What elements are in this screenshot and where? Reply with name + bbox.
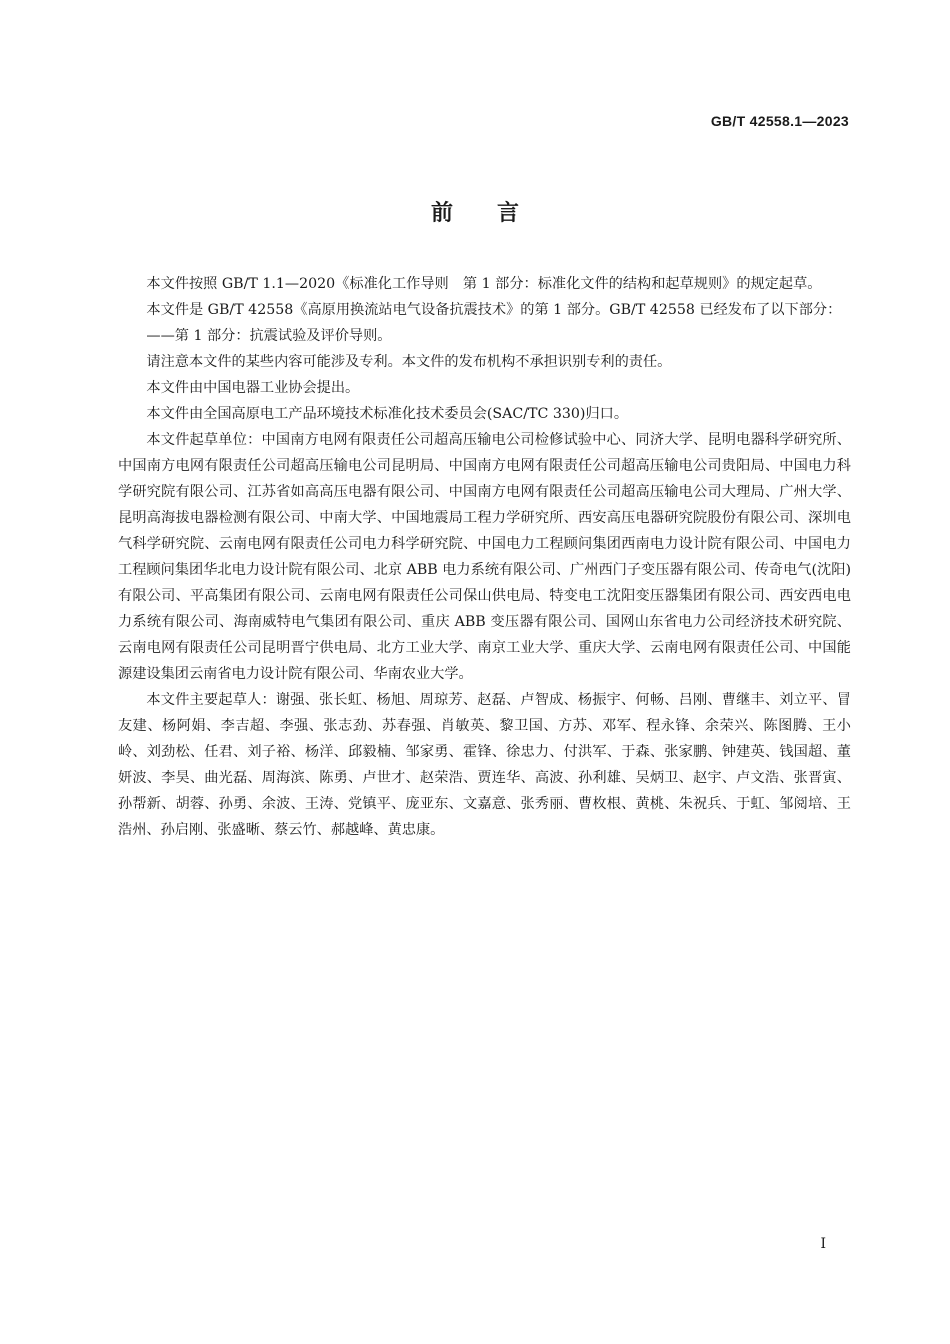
paragraph-part-list: ——第 1 部分：抗震试验及评价导则。 <box>146 328 392 344</box>
paragraph-patent-notice: 请注意本文件的某些内容可能涉及专利。本文件的发布机构不承担识别专利的责任。 <box>146 354 672 370</box>
page-number: I <box>820 1236 826 1252</box>
paragraph-drafters: 本文件主要起草人：谢强、张长虹、杨旭、周琼芳、赵磊、卢智成、杨振宇、何畅、吕刚、曹继丰、刘立平、冒友建、杨阿娟、李吉超、李强、张志劲、苏春强、肖敏英、黎卫国、方苏、邓军、程永锋、余荣兴、陈图腾、王小岭、刘劲松、任君、刘子裕、杨洋、邱毅楠、邹家勇、霍锋、徐忠力、付洪军、于森、张家鹏、钟建英、钱国超、董妍波、李昊、曲光磊、周海滨、陈勇、卢世才、赵荣浩、贾连华、高波、孙利雄、吴炳卫、赵宇、卢文浩、张晋寅、孙帮新、胡蓉、孙勇、余波、王涛、党镇平、庞亚东、文嘉意、张秀丽、曹枚根、黄桃、朱祝兵、于虹、邹阅培、王浩州、孙启刚、张盛晰、蔡云竹、郝越峰、黄忠康。 <box>118 692 851 838</box>
standard-code: GB/T 42558.1—2023 <box>710 113 849 129</box>
title-char-2: 言 <box>497 201 520 226</box>
paragraph-drafting-rules: 本文件按照 GB/T 1.1—2020《标准化工作导则 第 1 部分：标准化文件的结构和起草规则》的规定起草。 <box>146 276 822 292</box>
paragraph-series-info: 本文件是 GB/T 42558《高原用换流站电气设备抗震技术》的第 1 部分。GB/T 42558 已经发布了以下部分： <box>146 302 842 318</box>
title-char-1: 前 <box>430 201 453 226</box>
paragraph-drafting-units: 本文件起草单位：中国南方电网有限责任公司超高压输电公司检修试验中心、同济大学、昆明电器科学研究所、中国南方电网有限责任公司超高压输电公司昆明局、中国南方电网有限责任公司超高压输电公司贵阳局、中国电力科学研究院有限公司、江苏省如高高压电器有限公司、中国南方电网有限责任公司超高压输电公司大理局、广州大学、昆明高海拔电器检测有限公司、中南大学、中国地震局工程力学研究所、西安高压电器研究院股份有限公司、深圳电气科学研究院、云南电网有限责任公司电力科学研究院、中国电力工程顾问集团西南电力设计院有限公司、中国电力工程顾问集团华北电力设计院有限公司、北京 ABB 电力系统有限公司、广州西门子变压器有限公司、传奇电气(沈阳)有限公司、平高集团有限公司、云南电网有限责任公司保山供电局、特变电工沈阳变压器集团有限公司、西安西电电力系统有限公司、海南威特电气集团有限公司、重庆 ABB 变压器有限公司、国网山东省电力公司经济技术研究院、云南电网有限责任公司昆明晋宁供电局、北方工业大学、南京工业大学、重庆大学、云南电网有限责任公司、中国能源建设集团云南省电力设计院有限公司、华南农业大学。 <box>118 432 851 682</box>
page-title <box>0 196 950 227</box>
paragraph-proposer: 本文件由中国电器工业协会提出。 <box>146 380 360 396</box>
foreword-body <box>118 271 851 843</box>
paragraph-committee: 本文件由全国高原电工产品环境技术标准化技术委员会(SAC/TC 330)归口。 <box>146 406 629 422</box>
